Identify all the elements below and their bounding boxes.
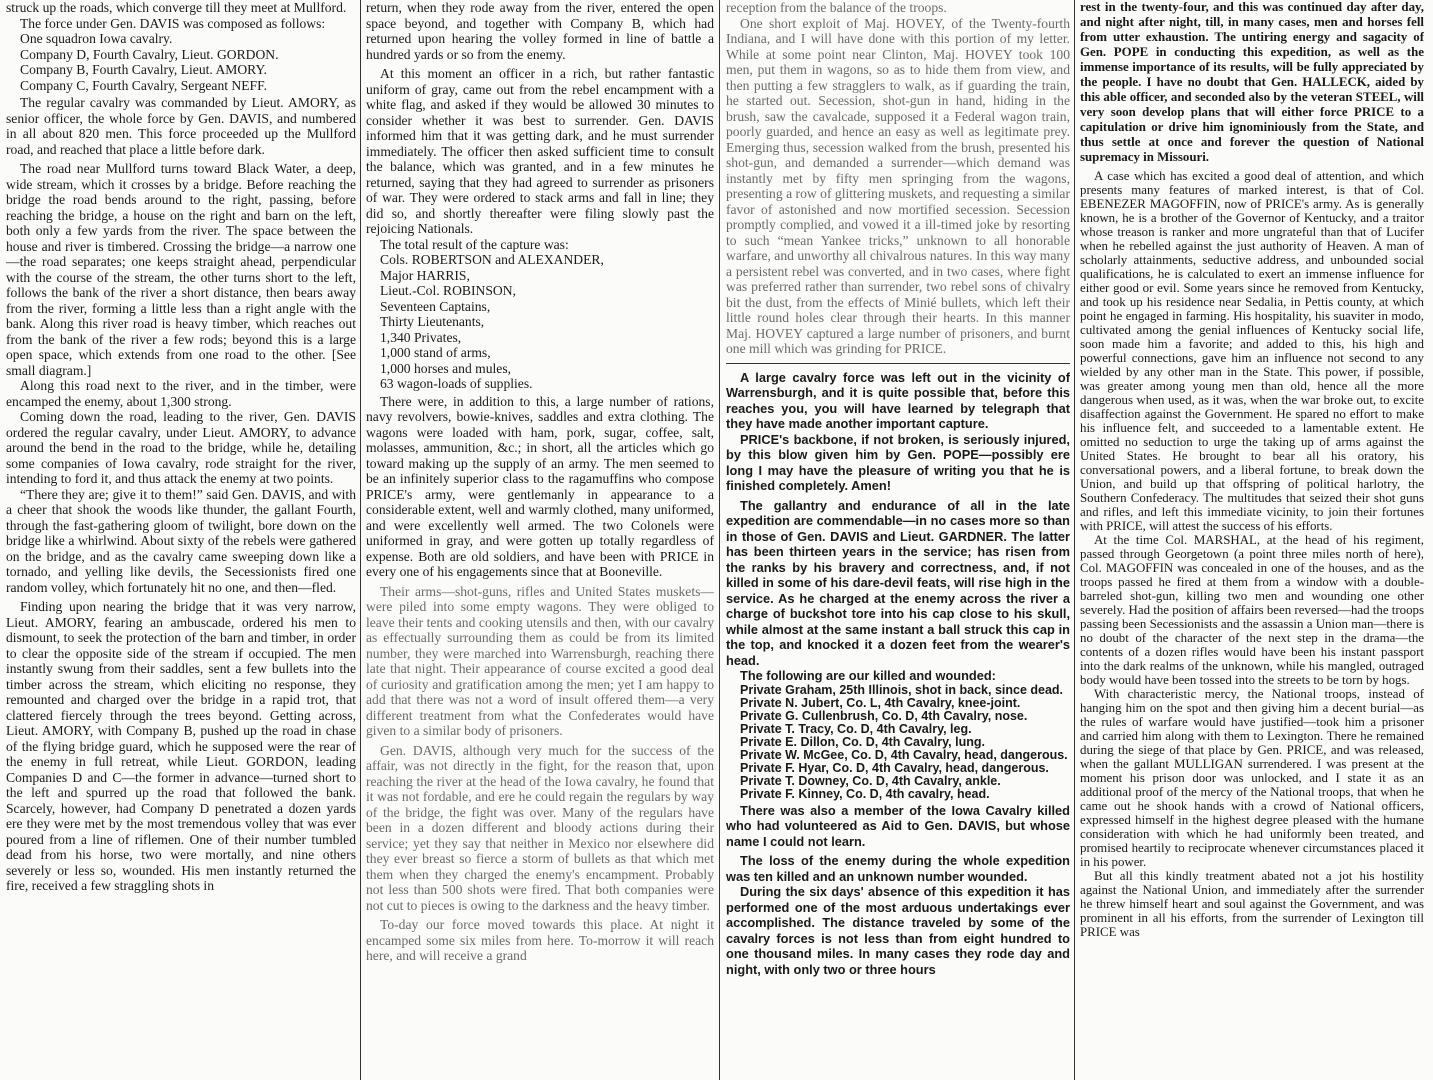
list-item: Private F. Kinney, Co. D, 4th cavalry, head. [740, 786, 990, 801]
column-rule [1074, 0, 1075, 1080]
article-paragraph: A large cavalry force was left out in the vicinity of Warrensburgh, and it is quite possible that, before this reaches you, you will have learned by telegraph that they have made another important capture. [726, 369, 1070, 431]
article-paragraph: To-day our force moved towards this place. At night it encamped some six miles from here. To-morrow it will reach here, and will receive a grand [366, 917, 714, 963]
article-paragraph: struck up the roads, which converge till they meet at Mullford. [6, 0, 347, 15]
article-paragraph: There were, in addition to this, a large number of rations, navy revolvers, bowie-knives, saddles and extra clothing. The wagons were loaded with ham, pork, sugar, coffee, salt, molasses, ammunition, &c.; in short, all the articles which go toward making up the supply of an army. The men seemed to be an infinitely superior class to the ragamuffins who compose PRICE's army, were gentlemanly in appearance to a considerable extent, well and warmly clothed, many uniformed, and were excellently well armed. The two Colonels were uniformed in gray, and were gotten up totally regardless of expense. Both are old soldiers, and have been with PRICE in every one of his engagements since that at Booneville. [366, 393, 714, 579]
column-rule [719, 0, 720, 1080]
article-paragraph: Finding upon nearing the bridge that it was very narrow, Lieut. AMORY, fearing an ambuscade, ordered his men to dismount, to seek the protection of the barn and timber, in order to clear the opposite side of the stream if occupied. The men instantly swung from their saddles, sent a few bullets into the timber across the stream, which eliciting no response, they remounted and charged over the bridge in a rapid trot, that clattered fiercely through the trees beyond. Getting across, Lieut. AMORY, with Company B, pushed up the road in chase of the flying bridge guard, which he supposed were the rear of the enemy in full retreat, while Lieut. GORDON, leading Companies D and C—the former in advance—turned short to the left and spurred up the road that followed the bank. Scarcely, however, had Company D penetrated a dozen yards ere they were met by the most tremendous volley that was ever poured from a line of riflemen. One of their number tumbled dead from his horse, two were mortally, and nine others severely or less so, wounded. His men instantly returned the fire, received a few straggling shots in [6, 599, 356, 893]
list-item: Company C, Fourth Cavalry, Sergeant NEFF. [20, 77, 267, 93]
article-paragraph: At this moment an officer in a rich, but rather fantastic uniform of gray, came out from the rebel encampment with a white flag, and asked if they would be allowed 30 minutes to consider whether it was best to surrender. Gen. DAVIS informed him that it was getting dark, and he must surrender immediately. The officer then asked sufficient time to consult the balance, which was granted, and in a few minutes he returned, saying that they had agreed to surrender as prisoners of war. They were ordered to stack arms and fall in line; they did so, and shortly thereafter were filing slowly past the rejoicing Nationals. [366, 66, 714, 236]
article-paragraph: rest in the twenty-four, and this was continued day after day, and night after night, till, in many cases, men and horses fell from utter exhaustion. The untiring energy and sagacity of Gen. POPE in conducting this expedition, as well as the immense importance of its results, will be fully appreciated by the people. I have no doubt that Gen. HALLECK, aided by this able officer, and seconded also by the veteran STEEL, will very soon develop plans that will either force PRICE to a capitulation or drive him ignominiously from the State, and thus settle at once and forever the question of National supremacy in Missouri. [1080, 0, 1424, 164]
article-paragraph: The road near Mullford turns toward Black Water, a deep, wide stream, which it crosses by a bridge. Before reaching the bridge the road bends around to the right, passing, before reaching the bridge, a house on the right and barn on the left, both only a few yards from the river. The space between the house and river is timbered. Crossing the bridge—a narrow one—the road separates; one keeps straight ahead, perpendicular with the course of the stream, the other turns short to the left, follows the bank of the river a short distance, then bears away from the river, forming a little less than a right angle with the bank. Along this river road is heavy timber, which reaches out from the bank of the river a few rods; beyond this is a large open space, which extends from one road to the other. [See small diagram.] [6, 161, 356, 378]
article-paragraph: But all this kindly treatment abated not a jot his hostility against the National Union, and immediately after the surrender he threw himself heart and soul against the Government, and was prominent in all his efforts, from the surrender of Lexington till PRICE was [1080, 869, 1424, 939]
list-item: 1,000 stand of arms, [380, 345, 491, 360]
column-rule [360, 0, 361, 1080]
article-paragraph: return, when they rode away from the river, entered the open space beyond, and together with Company B, which had returned upon hearing the volley formed in line of battle a hundred yards or so from the enemy. [366, 0, 714, 62]
article-paragraph: Gen. DAVIS, although very much for the success of the affair, was not directly in the fight, for the reason that, upon reaching the river at the head of the Iowa cavalry, he found that it was not fordable, and ere he could regain the regulars by way of the bridge, the fight was over. Many of the regulars have been in a dozen different and bloody actions during their service; yet they say that neither in Mexico nor elsewhere did they ever breast so fierce a storm of bullets as that which met them when they charged the enemy's encampment. Probably not less than 500 shots were fired. That both companies were not cut to pieces is owing to the darkness and the heavy timber. [366, 742, 714, 913]
article-paragraph: The following are our killed and wounded: [740, 668, 996, 683]
article-list [726, 684, 1070, 801]
article-paragraph: “There they are; give it to them!” said Gen. DAVIS, and with a cheer that shook the woods like thunder, the gallant Fourth, through the fast-gathering gloom of twilight, bore down on the bridge like a whirlwind. About sixty of the rebels were gathered on the bridge, and as the cavalry came sweeping down like a tornado, and yelling like devils, the Secessionists fired one random volley, which fortunately hit no one, and then—fled. [6, 486, 356, 595]
list-item: 1,340 Privates, [380, 329, 462, 345]
list-item: Private E. Dillon, Co. D, 4th Cavalry, lung. [740, 734, 985, 749]
article-paragraph: The gallantry and endurance of all in the late expedition are commendable—in no cases more so than in those of Gen. DAVIS and Lieut. GARDNER. The latter has been thirteen years in the service; has risen from the ranks by his bravery and correctness, and, if not killed in some of his dare-devil feats, will rise high in the service. As he charged at the enemy across the river a charge of buckshot tore into his cap close to his skull, while almost at the same instant a ball struck this cap in the top, and knocked it a dozen feet from the wearer's head. [726, 497, 1070, 668]
list-item: Company D, Fourth Cavalry, Lieut. GORDON. [20, 46, 279, 62]
article-paragraph: Along this road next to the river, and in the timber, were encamped the enemy, about 1,300 strong. [6, 378, 356, 409]
article-paragraph: The total result of the capture was: [380, 236, 569, 252]
list-item: Private T. Tracy, Co. D, 4th Cavalry, leg. [740, 721, 972, 736]
article-paragraph: PRICE's backbone, if not broken, is seriously injured, by this blow given him by Gen. POPE—possibly ere long I may have the pleasure of writing you that he is finished completely. Amen! [726, 431, 1070, 493]
newspaper-column-1 [6, 0, 356, 1080]
list-item: Cols. ROBERTSON and ALEXANDER, [380, 252, 604, 267]
list-item: Lieut.-Col. ROBINSON, [380, 283, 516, 298]
article-paragraph: The regular cavalry was commanded by Lieut. AMORY, as senior officer, the whole force by Gen. DAVIS, and numbered in all about 820 men. This force proceeded up the Mullford road, and reached that place a little before dark. [6, 95, 356, 157]
article-paragraph: The loss of the enemy during the whole expedition was ten killed and an unknown number wounded. [726, 853, 1070, 884]
article-paragraph: At the time Col. MARSHAL, at the head of his regiment, passed through Georgetown (a point three miles north of here), Col. MAGOFFIN was concealed in one of the houses, and as the troops passed he fired at them from a window with a double-barreled shot-gun, killing two men and wounding one other severely. Had the position of affairs been reversed—had the troops passing been Secessionists and the assassin a Union man—there is no doubt of the character of the next step in the drama—the contents of a dozen rifles would have been his instant passport into the dark realms of the unknown, while his mangled, outraged body would have been tossed into the streets to be torn by hogs. [1080, 533, 1424, 687]
list-item: Private Graham, 25th Illinois, shot in back, since dead. [740, 682, 1064, 697]
section-divider [726, 363, 1070, 364]
list-item: Private W. McGee, Co. D, 4th Cavalry, head, dangerous. [740, 747, 1068, 762]
article-paragraph: Their arms—shot-guns, rifles and United States muskets—were piled into some empty wagons. They were obliged to leave their tents and cooking utensils and then, with our cavalry as effectually surrounding them as could be from its limited number, they were marched into Warrensburgh, reaching there late that night. Their appearance of course excited a good deal of curiosity and gratification among the men; yet I am happy to add that there was not a word of insult offered them—a very different treatment from what the Confederates would have given to a similar body of prisoners. [366, 583, 714, 738]
article-paragraph: reception from the balance of the troops. [726, 0, 947, 15]
article-paragraph: Coming down the road, leading to the river, Gen. DAVIS ordered the regular cavalry, under Lieut. AMORY, to advance around the bend in the road to the bridge, while he, detailing some companies of Iowa cavalry, rode straight for the river, intending to ford it, and thus attack the enemy at two points. [6, 409, 356, 486]
list-item: One squadron Iowa cavalry. [20, 31, 173, 46]
list-item: Private N. Jubert, Co. L, 4th Cavalry, knee-joint. [740, 695, 1021, 710]
article-paragraph: During the six days' absence of this expedition it has performed one of the most arduous undertakings ever accomplished. The distance traveled by some of the cavalry forces is not less than from eight hundred to one thousand miles. In many cases they rode day and night, with only two or three hours [726, 884, 1070, 977]
list-item: 63 wagon-loads of supplies. [380, 376, 533, 391]
article-paragraph: A case which has excited a good deal of attention, and which presents many features of marked interest, is that of Col. EBENEZER MAGOFFIN, now of PRICE's army. As is generally known, he is a brother of the Governor of Kentucky, and a traitor whose treason is ranker and more ungrateful than that of Lucifer when he rebelled against the just authority of Heaven. A man of scholarly attainments, seductive address, and unbounded social qualifications, he is calculated to exert an immense influence for either good or evil. Some years since he removed from Kentucky, and took up his residence near Sedalia, in Pettis county, at which point he engaged in farming. His hospitality, his suaviter in modo, cultivated among the genial influences of Kentucky social life, soon made him a favorite; and added to this, his high and powerful connections, gave him an influence not second to any wielded by any other man in the State. This power, if possible, was greater among young men than old, hence all the more dangerous when used, as it was, when the war broke out, to excite disaffection against the Government. He spared no effort to make his influence felt, and succeeded to a lamentable extent. He omitted no seduction to urge the taking up of arms against the United States. He brought to bear all his oratory, his conversational powers, and a liberal fortune, to break down the Union, and build up that offspring of political harlotry, the Southern Confederacy. The multitudes that seized their shot guns and rifles, and left this immediate vicinity, to join their fortunes with PRICE, will attest the success of his efforts. [1080, 169, 1424, 533]
list-item: Major HARRIS, [380, 267, 470, 283]
article-paragraph: There was also a member of the Iowa Cavalry killed who had volunteered as Aid to Gen. DAVIS, but whose name I could not learn. [726, 802, 1070, 849]
newspaper-column-2 [366, 0, 714, 1080]
newspaper-column-3 [726, 0, 1070, 1080]
list-item: Private T. Downey, Co. D, 4th Cavalry, ankle. [740, 773, 1001, 788]
list-item: Private G. Cullenbrush, Co. D, 4th Cavalry, nose. [740, 708, 1028, 723]
list-item: Private F. Hyar, Co. D, 4th Cavalry, head, dangerous. [740, 760, 1049, 775]
newspaper-column-4 [1080, 0, 1424, 1080]
list-item: Company B, Fourth Cavalry, Lieut. AMORY. [20, 62, 267, 77]
article-list [6, 31, 356, 93]
list-item: Seventeen Captains, [380, 298, 491, 314]
list-item: 1,000 horses and mules, [380, 360, 512, 376]
article-paragraph: With characteristic mercy, the National troops, instead of hanging him on the spot and then giving him a decent burial—as the rules of warfare would have justified—took him a prisoner and carried him along with them to Lexington. There he remained during the siege of that place by Gen. PRICE, and was released, when the gallant MULLIGAN surrendered. I was present at the moment his prison door was unlocked, and I state it as an additional proof of the mercy of the National troops, that when he came out he shook hands with a crowd of National officers, expressed himself in the highest degree pleased with the humane consideration with which he had uniformly been treated, and promised heartily to reciprocate whenever circumstances placed it in his power. [1080, 687, 1424, 869]
article-paragraph: The force under Gen. DAVIS was composed as follows: [20, 15, 326, 31]
article-list [366, 252, 714, 392]
article-paragraph: One short exploit of Maj. HOVEY, of the Twenty-fourth Indiana, and I will have done with this portion of my letter. While at some point near Clinton, Maj. HOVEY took 100 men, put them in wagons, so as to hide them from view, and then putting a few stragglers to walk, as if guarding the train, he started out. Secession, shot-gun in hand, hiding in the brush, saw the cavalcade, supposed it a Federal wagon train, poorly guarded, and hence an easy as well as legitimate prey. Emerging thus, secession walked from the brush, presented his shot-gun, and demanded a surrender—which demand was instantly met by fifty men springing from the wagons, presenting a row of glittering muskets, and requesting a similar favor of astonished and now mortified secession. Secession promptly complied, and vowed it a ill-timed joke by resorting to such “mean Yankee tricks,” unknown to all honorable warfare, and unworthy all chivalrous natures. In this way many a persistent rebel was converted, and in two cases, where fight was preferred rather than surrender, two rebel sons of chivalry bit the dust, from the effects of Minié bullets, which left their little round holes clear through their hearts. In this manner Maj. HOVEY captured a large number of prisoners, and burnt one mill which was grinding for PRICE. [726, 15, 1070, 356]
list-item: Thirty Lieutenants, [380, 314, 485, 329]
